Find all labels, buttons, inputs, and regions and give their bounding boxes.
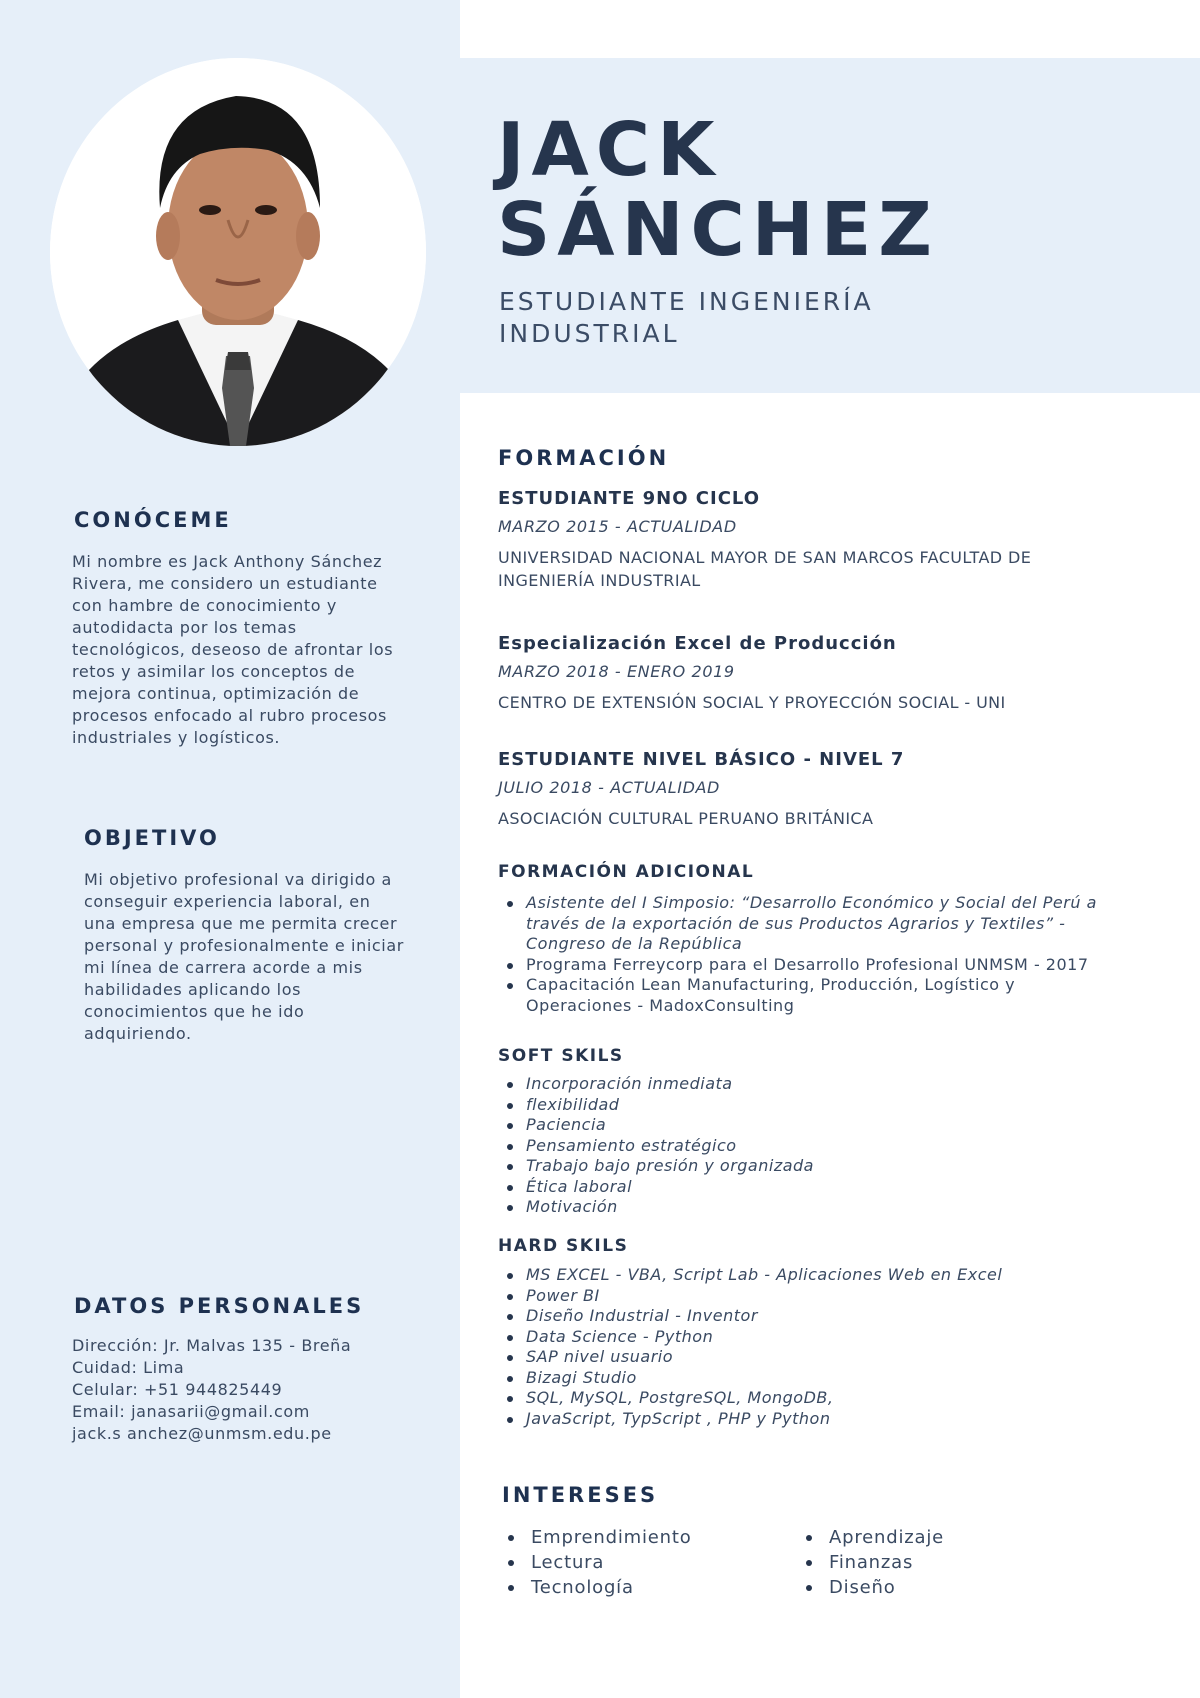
institution-line: ASOCIACIÓN CULTURAL PERUANO BRITÁNICA: [498, 809, 874, 828]
skill-label: SQL, MySQL, PostgreSQL, MongoDB,: [526, 1388, 834, 1407]
bullet-icon: [507, 1376, 513, 1382]
job-title: [499, 286, 874, 350]
interest-label: Aprendizaje: [829, 1527, 945, 1548]
about-text: [72, 551, 393, 749]
objective-line: Mi objetivo profesional va dirigido a: [84, 870, 392, 889]
about-line: retos y asimilar los conceptos de: [72, 662, 356, 681]
interest-label: Diseño: [829, 1577, 896, 1598]
list-item: [498, 1347, 1158, 1368]
skill-label: SAP nivel usuario: [526, 1347, 673, 1366]
about-line: autodidacta por los temas: [72, 618, 297, 637]
list-item: [498, 893, 1158, 955]
interest-item: [796, 1550, 944, 1575]
list-item: [498, 1156, 1158, 1177]
interest-item: [796, 1575, 944, 1600]
list-item: [498, 1327, 1158, 1348]
name-line-2: SÁNCHEZ: [497, 187, 939, 273]
item-line: Operaciones - MadoxConsulting: [526, 995, 795, 1015]
interest-label: Lectura: [531, 1552, 605, 1573]
bullet-icon: [507, 1294, 513, 1300]
about-line: Rivera, me considero un estudiante: [72, 574, 378, 593]
entry-dates: MARZO 2018 - ENERO 2019: [498, 662, 735, 681]
interests-column-1: [498, 1525, 692, 1600]
bullet-icon: [507, 1273, 513, 1279]
about-line: Mi nombre es Jack Anthony Sánchez: [72, 552, 383, 571]
bullet-icon: [507, 1396, 513, 1402]
interest-item: [796, 1525, 944, 1550]
bullet-icon: [507, 1335, 513, 1341]
bullet-icon: [806, 1535, 812, 1541]
objective-line: una empresa que me permita crecer: [84, 914, 398, 933]
skill-label: Power BI: [526, 1285, 600, 1305]
list-item: [498, 1197, 1158, 1218]
about-line: procesos enfocado al rubro procesos: [72, 706, 387, 725]
bullet-icon: [507, 1082, 513, 1088]
bullet-icon: [507, 963, 513, 969]
email: Email: janasarii@gmail.com: [72, 1402, 310, 1421]
bullet-icon: [507, 1205, 513, 1211]
hard-skills-heading: HARD SKILS: [498, 1236, 629, 1256]
item-line: Capacitación Lean Manufacturing, Producción, Logístico y: [526, 975, 1016, 994]
skill-label: Ética laboral: [526, 1176, 633, 1196]
entry-dates: MARZO 2015 - ACTUALIDAD: [498, 517, 737, 536]
entry-institution: [498, 807, 1158, 830]
list-item: [498, 1265, 1158, 1286]
item-line: través de la exportación de sus Productos Agrarios y Textiles” -: [526, 913, 1066, 933]
interests-column-2: [796, 1525, 944, 1600]
city: Cuidad: Lima: [72, 1358, 185, 1377]
about-line: tecnológicos, deseoso de afrontar los: [72, 640, 394, 659]
bullet-icon: [507, 983, 513, 989]
interest-item: [498, 1525, 692, 1550]
list-item: [498, 1136, 1158, 1157]
objective-heading: OBJETIVO: [84, 826, 220, 850]
title-line-1: ESTUDIANTE INGENIERÍA: [499, 287, 874, 316]
interest-item: [498, 1575, 692, 1600]
about-line: industriales y logísticos.: [72, 728, 281, 747]
title-line-2: INDUSTRIAL: [499, 319, 680, 348]
education-heading: FORMACIÓN: [498, 446, 670, 470]
institution-line: INGENIERÍA INDUSTRIAL: [498, 571, 701, 590]
objective-line: conocimientos que he ido: [84, 1002, 305, 1021]
skill-label: Pensamiento estratégico: [526, 1135, 737, 1155]
institution-line: CENTRO DE EXTENSIÓN SOCIAL Y PROYECCIÓN SOCIAL - UNI: [498, 693, 1006, 712]
bullet-icon: [507, 1185, 513, 1191]
bullet-icon: [507, 1103, 513, 1109]
entry-institution: [498, 546, 1158, 592]
objective-text: [84, 869, 404, 1045]
item-line: Congreso de la República: [526, 934, 743, 953]
entry-title: Especialización Excel de Producción: [498, 633, 897, 654]
bullet-icon: [507, 1144, 513, 1150]
bullet-icon: [508, 1560, 514, 1566]
entry-title: ESTUDIANTE NIVEL BÁSICO - NIVEL 7: [498, 749, 905, 770]
profile-photo: [50, 58, 426, 446]
about-line: con hambre de conocimiento y: [72, 596, 337, 615]
skill-label: Paciencia: [526, 1115, 607, 1134]
bullet-icon: [507, 1164, 513, 1170]
address: Dirección: Jr. Malvas 135 - Breña: [72, 1336, 352, 1355]
hard-skills-list: [498, 1265, 1158, 1429]
objective-line: conseguir experiencia laboral, en: [84, 892, 371, 911]
interests-heading: INTERESES: [502, 1483, 659, 1507]
candidate-name: [497, 107, 939, 273]
skill-label: Data Science - Python: [526, 1326, 714, 1346]
skill-label: Bizagi Studio: [526, 1367, 637, 1387]
phone: Celular: +51 944825449: [72, 1380, 283, 1399]
item-line: Programa Ferreycorp para el Desarrollo Profesional UNMSM - 2017: [526, 954, 1089, 974]
item-line: Asistente del I Simposio: “Desarrollo Económico y Social del Perú a: [526, 893, 1097, 912]
skill-label: MS EXCEL - VBA, Script Lab - Aplicaciones Web en Excel: [526, 1265, 1003, 1284]
name-line-1: JACK: [497, 107, 722, 193]
list-item: [498, 1409, 1158, 1430]
interest-label: Emprendimiento: [531, 1527, 692, 1548]
personal-data-heading: DATOS PERSONALES: [74, 1294, 365, 1318]
list-item: [498, 1095, 1158, 1116]
bullet-icon: [507, 1355, 513, 1361]
objective-line: habilidades aplicando los: [84, 980, 302, 999]
list-item: [498, 1115, 1158, 1136]
additional-training-heading: FORMACIÓN ADICIONAL: [498, 862, 755, 882]
bullet-icon: [806, 1560, 812, 1566]
soft-skills-list: [498, 1074, 1158, 1218]
bullet-icon: [806, 1585, 812, 1591]
list-item: [498, 975, 1158, 1016]
bullet-icon: [507, 1314, 513, 1320]
objective-line: personal y profesionalmente e iniciar: [84, 936, 404, 955]
soft-skills-heading: SOFT SKILS: [498, 1046, 624, 1066]
skill-label: Incorporación inmediata: [526, 1074, 733, 1093]
bullet-icon: [507, 1417, 513, 1423]
bullet-icon: [507, 1123, 513, 1129]
bullet-icon: [507, 901, 513, 907]
skill-label: flexibilidad: [526, 1094, 620, 1114]
additional-training-list: [498, 893, 1158, 1016]
list-item: [498, 1306, 1158, 1327]
objective-line: mi línea de carrera acorde a mis: [84, 958, 363, 977]
list-item: [498, 1286, 1158, 1307]
bullet-icon: [508, 1535, 514, 1541]
list-item: [498, 1368, 1158, 1389]
entry-dates: JULIO 2018 - ACTUALIDAD: [498, 778, 720, 797]
interest-label: Tecnología: [531, 1577, 634, 1598]
objective-line: adquiriendo.: [84, 1024, 192, 1043]
institution-line: UNIVERSIDAD NACIONAL MAYOR DE SAN MARCOS FACULTAD DE: [498, 548, 1032, 567]
list-item: [498, 1074, 1158, 1095]
about-line: mejora continua, optimización de: [72, 684, 360, 703]
skill-label: Motivación: [526, 1197, 618, 1216]
interest-item: [498, 1550, 692, 1575]
education-entry: [498, 488, 1158, 592]
interest-label: Finanzas: [829, 1552, 914, 1573]
list-item: [498, 1388, 1158, 1409]
about-heading: CONÓCEME: [74, 508, 232, 532]
personal-data: [72, 1335, 351, 1445]
skill-label: Diseño Industrial - Inventor: [526, 1306, 758, 1325]
skill-label: Trabajo bajo presión y organizada: [526, 1156, 814, 1175]
skill-label: JavaScript, TypScript , PHP y Python: [526, 1408, 831, 1428]
bullet-icon: [508, 1585, 514, 1591]
email-secondary: jack.s anchez@unmsm.edu.pe: [72, 1424, 332, 1443]
list-item: [498, 955, 1158, 976]
list-item: [498, 1177, 1158, 1198]
education-entry: [498, 749, 1158, 830]
education-entry: [498, 633, 1158, 714]
entry-institution: [498, 691, 1158, 714]
entry-title: ESTUDIANTE 9NO CICLO: [498, 488, 761, 509]
